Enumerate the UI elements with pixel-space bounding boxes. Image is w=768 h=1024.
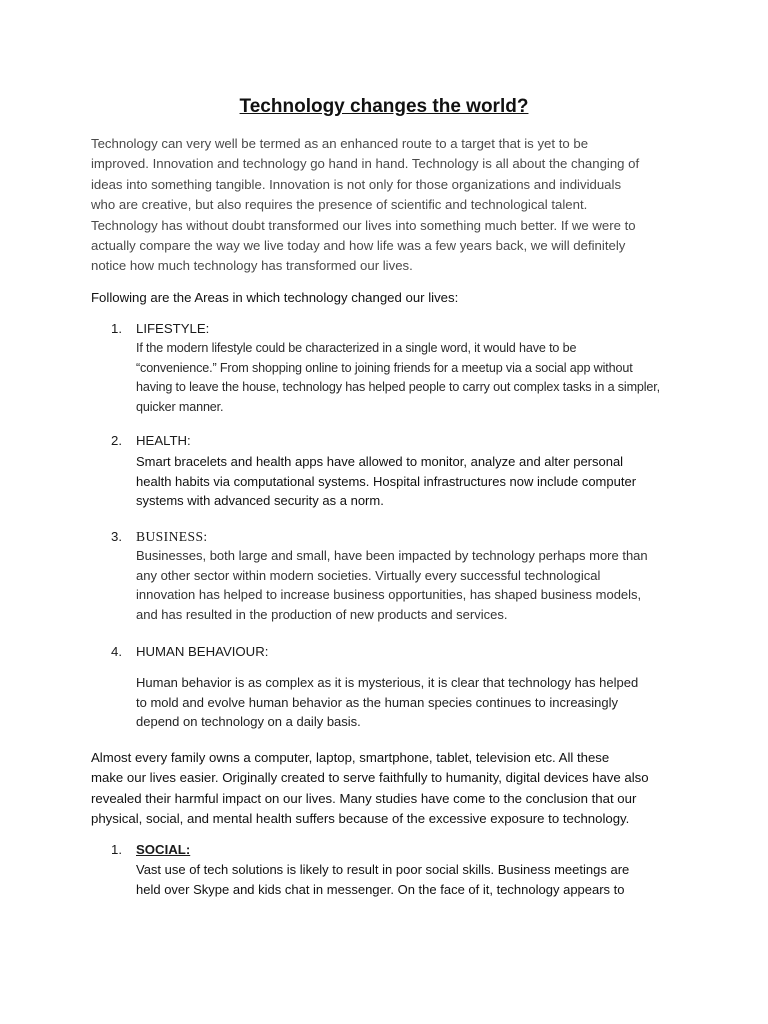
text-line: notice how much technology has transformed our lives. <box>91 258 413 274</box>
text-line: to mold and evolve human behavior as the human species continues to increasingly <box>136 694 619 710</box>
text-line: and has resulted in the production of new products and services. <box>136 606 508 622</box>
list-body <box>136 673 684 732</box>
list-body <box>136 860 684 899</box>
text-line: Technology can very well be termed as an enhanced route to a target that is yet to be <box>91 136 589 151</box>
list-heading: HUMAN BEHAVIOUR: <box>136 644 269 659</box>
list-number: 3. <box>111 529 122 544</box>
text-line: Human behavior is as complex as it is mysterious, it is clear that technology has helped <box>136 675 639 690</box>
family-paragraph <box>91 748 691 830</box>
text-line: physical, social, and mental health suffers because of the excessive exposure to technology. <box>91 811 630 827</box>
document-title: Technology changes the world? <box>239 96 529 117</box>
text-line: any other sector within modern societies. Virtually every successful technological <box>136 567 601 583</box>
text-line: who are creative, but also requires the presence of scientific and technological talent. <box>91 197 588 213</box>
text-line: ideas into something tangible. Innovation is not only for those organizations and individuals <box>91 176 622 192</box>
text-line: having to leave the house, technology has helped people to carry out complex tasks in a simpler, <box>136 380 660 395</box>
list-number: 1. <box>111 842 122 857</box>
text-line: innovation has helped to increase business opportunities, has shaped business models, <box>136 587 642 603</box>
text-line: “convenience.” From shopping online to joining friends for a meetup via a social app without <box>136 360 633 375</box>
list-heading: LIFESTYLE: <box>136 321 210 336</box>
text-line: improved. Innovation and technology go hand in hand. Technology is all about the changing of <box>91 156 640 172</box>
list-heading: SOCIAL: <box>136 842 191 857</box>
text-line: make our lives easier. Originally created to serve faithfully to humanity, digital devices have also <box>91 770 649 786</box>
text-line: Technology has without doubt transformed our lives into something much better. If we were to <box>91 217 636 233</box>
list-number: 2. <box>111 433 122 448</box>
list-heading: BUSINESS: <box>136 529 208 544</box>
list-body <box>136 452 684 511</box>
list-body <box>136 339 684 417</box>
text-line: actually compare the way we live today and how life was a few years back, we will definitely <box>91 238 626 254</box>
list-number: 4. <box>111 644 122 659</box>
list-heading: HEALTH: <box>136 433 191 448</box>
text-line: quicker manner. <box>136 399 224 414</box>
intro-paragraph <box>91 134 691 277</box>
list-body <box>136 546 684 624</box>
text-line: depend on technology on a daily basis. <box>136 714 361 730</box>
text-line: Vast use of tech solutions is likely to result in poor social skills. Business meetings are <box>136 862 630 877</box>
text-line: Almost every family owns a computer, laptop, smartphone, tablet, television etc. All these <box>91 750 610 765</box>
text-line: Smart bracelets and health apps have allowed to monitor, analyze and alter personal <box>136 454 624 469</box>
text-line: Businesses, both large and small, have been impacted by technology perhaps more than <box>136 548 648 563</box>
following-sentence: Following are the Areas in which technology changed our lives: <box>91 290 459 305</box>
text-line: health habits via computational systems. Hospital infrastructures now include computer <box>136 473 637 489</box>
list-number: 1. <box>111 321 122 336</box>
text-line: systems with advanced security as a norm. <box>136 493 384 509</box>
text-line: If the modern lifestyle could be characterized in a single word, it would have to be <box>136 341 577 355</box>
text-line: held over Skype and kids chat in messenger. On the face of it, technology appears to <box>136 881 625 897</box>
text-line: revealed their harmful impact on our lives. Many studies have come to the conclusion that our <box>91 790 637 806</box>
